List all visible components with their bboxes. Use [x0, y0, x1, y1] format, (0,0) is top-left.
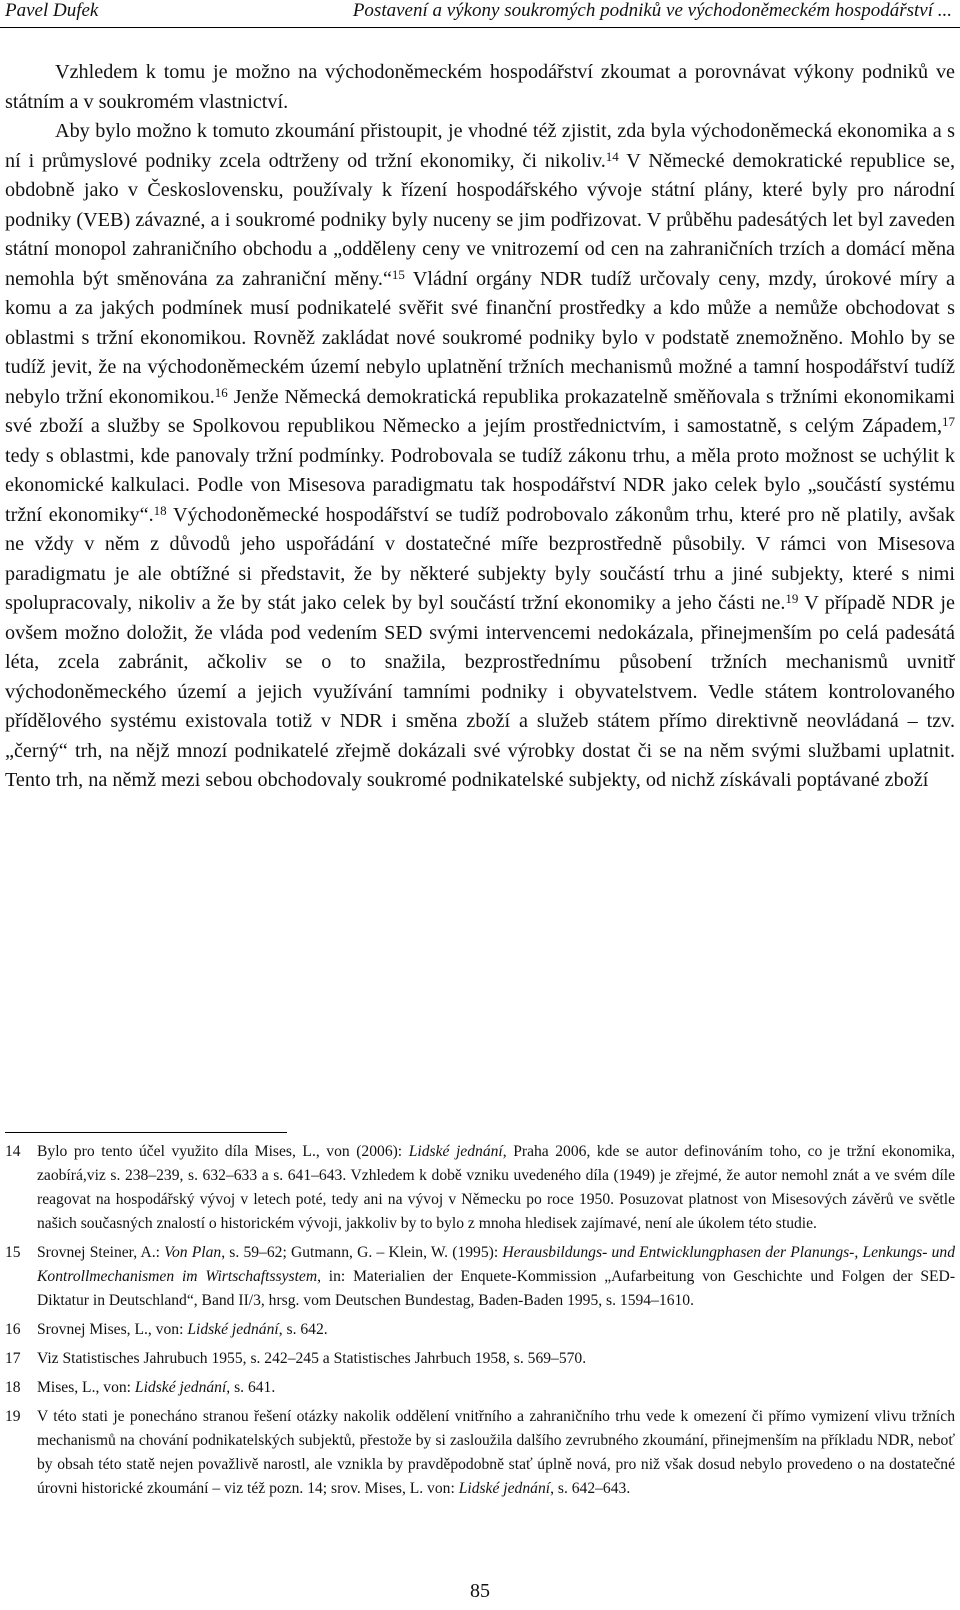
footnote-text-part: , s. 642–643.: [550, 1480, 631, 1497]
footnote-number: 16: [5, 1321, 21, 1338]
footnote-text: [37, 1347, 955, 1371]
paragraph-2-part-a: Aby bylo možno k tomuto zkoumání přistoupit, je vhodné též zjistit, zda byla východoněmecká ekonomika a s ní i průmyslové podniky zcela odtrženy od tržní ekonomiky, či nikoliv.: [5, 120, 955, 172]
footnote-18: [5, 1376, 955, 1400]
footnote-number: 19: [5, 1408, 21, 1425]
footnote-ref-15[interactable]: 15: [391, 266, 405, 282]
footnote-number: 17: [5, 1350, 21, 1367]
header-rule: [0, 27, 960, 28]
footnote-text-part: Mises, L., von:: [37, 1379, 135, 1396]
body-text: [5, 58, 955, 796]
footnote-16: [5, 1318, 955, 1342]
footnote-text-part: , in: Materialien der Enquete-Kommission „Aufarbeitung von Geschichte und Folgen der SED-Diktatur in Deutschland“, Band II/3, hrsg. vom Deutschen Bundestag, Baden-Baden 1995, s. 1594–1610.: [37, 1268, 956, 1309]
footnote-19: [5, 1405, 955, 1501]
paragraph-2-part-c: Vládní orgány NDR tudíž určovaly ceny, mzdy, úrokové míry a komu a za jakých podmínek musí podnikatelé svěřit své finanční prostředky a kdo může a nemůže obchodovat s oblastmi s tržní ekonomikou. Rovněž zakládat nové soukromé podniky bylo v podstatě znemožněno. Mohlo by se tudíž jevit, že na východoněmeckém území nebylo uplatnění tržních mechanismů možné a tamní hospodářství tudíž nebylo tržní ekonomikou.: [5, 267, 955, 408]
footnote-number: 14: [5, 1143, 21, 1160]
footnote-number: 18: [5, 1379, 21, 1396]
footnote-italic-title: Lidské jednání: [187, 1321, 279, 1338]
footnote-text-part: Srovnej Steiner, A.:: [37, 1244, 165, 1261]
footnote-text: [37, 1318, 955, 1342]
header-title: Postavení a výkony soukromých podniků ve východoněmeckém hospodářství ...: [352, 0, 952, 21]
footnote-number: 15: [5, 1244, 21, 1261]
footnote-ref-19[interactable]: 19: [785, 591, 799, 606]
footnote-italic-title: Lidské jednání,: [134, 1379, 231, 1396]
paragraph-2: [5, 117, 955, 796]
footnote-text-part: V této stati je ponecháno stranou řešení otázky nakolik oddělení vnitřního a zahraničního trhu vede k omezení či přímo vymizení vlivu tržních mechanismů na chování podnikatelských subjektů, přestože by si zasloužila dalšího zevrubného zkoumání, přinejmenším na příkladu NDR, neboť by obsah této statě nejen považlivě narostl, ale vznikla by pravděpodobně stať úplně nová, pro niž však dosud nebylo provedeno o na dostatečné úrovni historické zkoumání – viz též pozn. 14; srov. Mises, L. von:: [37, 1408, 955, 1497]
footnote-ref-14[interactable]: 14: [605, 148, 619, 164]
footnote-text-part: Srovnej Mises, L., von:: [37, 1321, 188, 1338]
header-author: Pavel Dufek: [5, 0, 99, 21]
footnote-italic-title: Herausbildungs- und Entwicklungphasen der Planungs-, Lenkungs- und Kontrollmechanismen im Wirtschaftssystem: [37, 1244, 956, 1285]
footnotes: [5, 1140, 955, 1506]
running-header: [0, 0, 960, 28]
footnote-ref-16[interactable]: 16: [214, 384, 228, 400]
footnote-italic-title: Lidské jednání: [408, 1143, 503, 1160]
footnote-italic-title: Von Plan: [164, 1244, 222, 1261]
paragraph-2-part-d: Jenže Německá demokratická republika prokazatelně směňovala s tržními ekonomikami své zboží a služby se Spolkovou republikou Německo a jejím prostřednictvím, i samostatně, s celým Západem,: [5, 385, 955, 437]
paragraph-2-part-g: V případě NDR je ovšem možno doložit, že vláda pod vedením SED svými intervencemi nedokázala, přinejmenším po celá padesátá léta, zcela zabránit, ačkoliv se o to snažila, bezprostřednímu působení tržních mechanismů uvnitř východoněmeckého území a jejich využívání tamními podniky i obyvatelstvem. Vedle státem kontrolovaného přídělového systému existovala totiž v NDR i směna zboží a služeb státem přímo direktivně neovládaná – tzv. „černý“ trh, na nějž mnozí podnikatelé zřejmě dokázali své výrobky dostat či se na něm svými službami uplatnit. Tento trh, na němž mezi sebou obchodovaly soukromé podnikatelské subjekty, od nichž získávali poptávané zboží: [5, 592, 956, 791]
footnote-text-part: , s. 642.: [278, 1321, 328, 1338]
footnote-italic-title: Lidské jednání: [458, 1480, 551, 1497]
paragraph-2-part-e: tedy s oblastmi, kde panovaly tržní podmínky. Podrobovala se tudíž zákonu trhu, a měla proto možnost se uchýlit k ekonomické kalkulaci. Podle von Misesova paradigmatu tak hospodářství NDR jako celek bylo „součástí systému tržní ekonomiky“.: [5, 444, 955, 526]
footnote-text: [37, 1140, 955, 1236]
paragraph-2-part-f: Východoněmecké hospodářství se tudíž podrobovalo zákonům trhu, které pro ně platily, avšak ne vždy v něm z důvodů jeho uspořádání v dostatečné míře bezprostředně působily. V rámci von Misesova paradigmatu je ale obtížné si představit, že by některé subjekty byly součástí trhu a jiné subjekty, které s nimi spolupracovaly, nikoliv a že by stát jako celek by byl součástí tržní ekonomiky a jeho části ne.: [5, 503, 955, 614]
footnote-text: [37, 1376, 955, 1400]
footnote-ref-18[interactable]: 18: [153, 502, 167, 518]
paragraph-1: Vzhledem k tomu je možno na východoněmeckém hospodářství zkoumat a porovnávat výkony podniků ve státním a v soukromém vlastnictví.: [5, 61, 955, 113]
footnote-17: [5, 1347, 955, 1371]
footnote-text-part: s. 641.: [230, 1379, 276, 1396]
footnote-text: [37, 1241, 955, 1313]
paragraph-2-part-b: V Německé demokratické republice se, obdobně jako v Československu, používaly k řízení hospodářského vývoje státní plány, které byly pro národní podniky (VEB) závazné, a i soukromé podniky byly nuceny se jim podřizovat. V průběhu padesátých let byl zaveden státní monopol zahraničního obchodu a „odděleny ceny ve vnitrozemí od cen na zahraničních trzích a domácí měna nemohla být směnována za zahraniční měny.“: [5, 149, 955, 290]
footnote-text: [37, 1405, 955, 1501]
footnote-ref-17[interactable]: 17: [942, 414, 955, 429]
footnote-text-part: Viz Statistisches Jahrubuch 1955, s. 242–245 a Statistisches Jahrbuch 1958, s. 569–570.: [37, 1350, 587, 1367]
footnote-text-part: , s. 59–62; Gutmann, G. – Klein, W. (1995):: [221, 1244, 503, 1261]
footnote-text-part: , Praha 2006, kde se autor definováním toho, co je tržní ekonomika, zaobírá,viz s. 238–239, s. 632–633 a s. 641–643. Vzhledem k době vzniku uvedeného díla (1949) je zřejmé, že autor nemohl znát a ve svém díle reagovat na hospodářský vývoj v letech poté, tedy ani na vývoj v Německu po roce 1950. Posuzovat platnost von Misesových závěrů ve světle našich současných znalostí o historickém vývoji, jakkoliv by to bylo z mnoha hledisek zajímavé, není ale úkolem této studie.: [37, 1143, 956, 1232]
footnote-rule: [5, 1132, 287, 1133]
footnote-text-part: Bylo pro tento účel využito díla Mises, L., von (2006):: [37, 1143, 409, 1160]
footnote-14: [5, 1140, 955, 1236]
page-number: 85: [470, 1580, 490, 1602]
footnote-15: [5, 1241, 955, 1313]
